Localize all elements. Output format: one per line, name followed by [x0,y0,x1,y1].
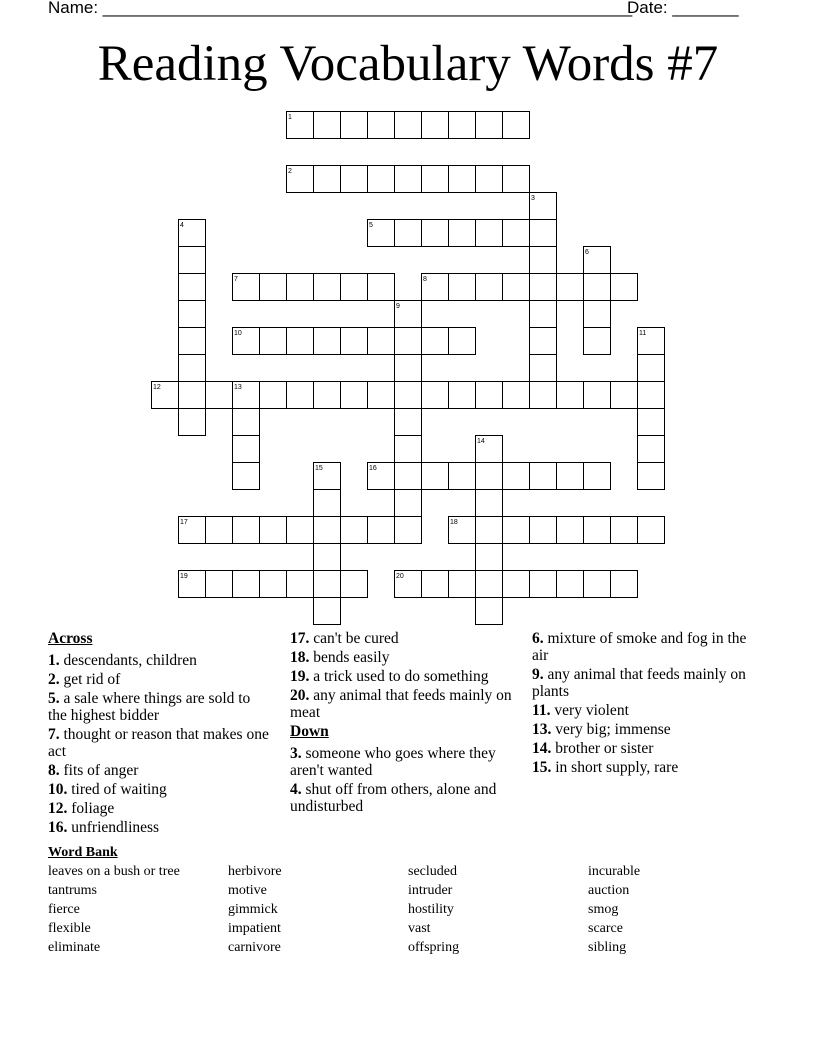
word-bank-item: offspring [408,940,460,955]
grid-cell[interactable] [341,112,368,139]
grid-cell[interactable] [341,571,368,598]
word-bank-item: fierce [48,902,80,917]
word-bank-item: auction [588,883,630,898]
grid-cell[interactable] [368,328,395,355]
grid-cell[interactable] [314,328,341,355]
grid-cell[interactable] [395,112,422,139]
grid-cell[interactable] [206,571,233,598]
grid-cell[interactable] [530,220,557,247]
grid-cell[interactable] [503,220,530,247]
grid-cell[interactable] [422,166,449,193]
grid-cell[interactable] [314,166,341,193]
grid-cell[interactable] [368,112,395,139]
grid-cell[interactable] [287,571,314,598]
grid-cell[interactable] [638,463,665,490]
grid-cell[interactable] [611,274,638,301]
clue-number-2: 2 [288,168,292,175]
grid-cell[interactable] [395,166,422,193]
grid-cell[interactable] [530,328,557,355]
clue-down-6: 6. mixture of smoke and fog in the air [532,630,747,664]
grid-cell[interactable] [449,112,476,139]
grid-cell[interactable] [260,274,287,301]
grid-cell[interactable] [422,112,449,139]
grid-cell[interactable] [179,355,206,382]
word-bank-item: scarce [588,921,623,936]
word-bank-item: herbivore [228,864,282,879]
grid-cell[interactable] [503,274,530,301]
clue-across-1: 1. descendants, children [48,652,197,669]
grid-cell[interactable] [287,517,314,544]
grid-cell[interactable] [449,463,476,490]
clue-number-6: 6 [585,249,589,256]
grid-cell[interactable] [557,382,584,409]
grid-cell[interactable] [314,544,341,571]
clue-number-13: 13 [234,384,242,391]
grid-cell[interactable] [476,517,503,544]
grid-cell[interactable] [206,517,233,544]
grid-cell[interactable] [557,463,584,490]
grid-cell[interactable] [584,328,611,355]
clue-across-8: 8. fits of anger [48,762,139,779]
word-bank-item: flexible [48,921,91,936]
grid-cell[interactable] [476,571,503,598]
clue-across-17: 17. can't be cured [290,630,399,647]
grid-cell[interactable] [233,517,260,544]
word-bank-item: sibling [588,940,627,955]
grid-cell[interactable] [530,517,557,544]
grid-cell[interactable] [233,463,260,490]
word-bank-item: impatient [228,921,281,936]
grid-cell[interactable] [530,301,557,328]
across-heading: Across [48,630,93,647]
word-bank-title: Word Bank [48,845,118,860]
grid-cell[interactable] [503,463,530,490]
grid-cell[interactable] [260,328,287,355]
grid-cell[interactable] [503,571,530,598]
grid-cell[interactable] [395,463,422,490]
grid-cell[interactable] [395,436,422,463]
clue-across-18: 18. bends easily [290,649,390,666]
clue-number-4: 4 [180,222,184,229]
clue-column-1 [48,630,273,838]
grid-cell[interactable] [368,382,395,409]
grid-cell[interactable] [638,355,665,382]
grid-cell[interactable] [395,328,422,355]
grid-cell[interactable] [314,382,341,409]
grid-cell[interactable] [422,328,449,355]
word-bank-item: tantrums [48,883,97,898]
clue-number-5: 5 [369,222,373,229]
grid-cell[interactable] [233,436,260,463]
grid-cell[interactable] [584,274,611,301]
word-bank-item: vast [408,921,431,936]
grid-cell[interactable] [260,382,287,409]
grid-cell[interactable] [314,112,341,139]
date-field-label: Date: _______ [627,0,739,17]
grid-cell[interactable] [503,517,530,544]
grid-cell[interactable] [422,382,449,409]
clue-number-1: 1 [288,114,292,121]
clue-number-16: 16 [369,465,377,472]
clue-across-12: 12. foliage [48,800,115,817]
grid-cell[interactable] [179,274,206,301]
grid-cell[interactable] [233,409,260,436]
clue-column-3 [532,630,757,778]
grid-cell[interactable] [341,517,368,544]
grid-cell[interactable] [449,571,476,598]
clue-across-7: 7. thought or reason that makes one act [48,726,269,760]
grid-cell[interactable] [260,571,287,598]
grid-cell[interactable] [530,382,557,409]
grid-cell[interactable] [557,571,584,598]
down-heading: Down [290,723,329,740]
clue-down-15: 15. in short supply, rare [532,759,679,776]
grid-cell[interactable] [260,517,287,544]
clue-number-3: 3 [531,195,535,202]
grid-cell[interactable] [179,301,206,328]
grid-cell[interactable] [476,166,503,193]
grid-cell[interactable] [449,220,476,247]
grid-cell[interactable] [314,517,341,544]
grid-cell[interactable] [611,571,638,598]
grid-cell[interactable] [422,220,449,247]
clue-across-2: 2. get rid of [48,671,121,688]
clue-number-7: 7 [234,276,238,283]
grid-cell[interactable] [341,382,368,409]
grid-cell[interactable] [179,247,206,274]
grid-cell[interactable] [422,571,449,598]
grid-cell[interactable] [233,571,260,598]
grid-cell[interactable] [314,571,341,598]
grid-cell[interactable] [179,382,206,409]
grid-cell[interactable] [287,382,314,409]
clue-across-16: 16. unfriendliness [48,819,160,836]
grid-cell[interactable] [287,274,314,301]
word-bank-item: motive [228,883,267,898]
grid-cell[interactable] [449,274,476,301]
clue-number-9: 9 [396,303,400,310]
grid-cell[interactable] [395,355,422,382]
grid-cell[interactable] [530,247,557,274]
grid-cell[interactable] [476,382,503,409]
grid-cell[interactable] [611,517,638,544]
grid-cell[interactable] [530,463,557,490]
clue-column-2 [290,630,518,817]
grid-cell[interactable] [395,517,422,544]
grid-cell[interactable] [638,382,665,409]
grid-cell[interactable] [368,274,395,301]
clue-down-11: 11. very violent [532,702,629,719]
grid-cell[interactable] [584,382,611,409]
grid-cell[interactable] [557,274,584,301]
grid-cell[interactable] [530,274,557,301]
grid-cell[interactable] [476,463,503,490]
clue-number-20: 20 [396,573,404,580]
clue-across-20: 20. any animal that feeds mainly on meat [290,687,512,721]
word-bank-item: eliminate [48,940,101,955]
word-bank-item: leaves on a bush or tree [48,864,180,879]
grid-cell[interactable] [476,274,503,301]
grid-cell[interactable] [476,112,503,139]
grid-cell[interactable] [395,220,422,247]
name-field-label: Name: ________________________________________________________ [48,0,633,17]
clue-number-17: 17 [180,519,188,526]
grid-cell[interactable] [503,382,530,409]
grid-cell[interactable] [638,436,665,463]
grid-cell[interactable] [611,382,638,409]
word-bank-item: hostility [408,902,454,917]
clue-number-8: 8 [423,276,427,283]
clue-across-5: 5. a sale where things are sold to the highest bidder [48,690,251,724]
grid-cell[interactable] [503,166,530,193]
clue-number-11: 11 [639,330,647,337]
grid-cell[interactable] [449,382,476,409]
grid-cell[interactable] [395,382,422,409]
grid-cell[interactable] [206,382,233,409]
clue-across-19: 19. a trick used to do something [290,668,489,685]
grid-cell[interactable] [287,328,314,355]
clue-number-14: 14 [477,438,485,445]
grid-cell[interactable] [584,463,611,490]
grid-cell[interactable] [476,544,503,571]
clue-number-19: 19 [180,573,188,580]
grid-cell[interactable] [341,328,368,355]
word-bank-item: gimmick [228,902,278,917]
word-bank-item: intruder [408,883,453,898]
grid-cell[interactable] [449,166,476,193]
grid-cell[interactable] [584,517,611,544]
clue-number-10: 10 [234,330,242,337]
grid-cell[interactable] [341,274,368,301]
grid-cell[interactable] [476,220,503,247]
clue-down-14: 14. brother or sister [532,740,654,757]
clue-down-3: 3. someone who goes where they aren't wanted [290,745,496,779]
grid-cell[interactable] [503,112,530,139]
grid-cell[interactable] [314,274,341,301]
word-bank-item: smog [588,902,619,917]
grid-cell[interactable] [530,571,557,598]
grid-cell[interactable] [395,409,422,436]
clue-number-12: 12 [153,384,161,391]
grid-cell[interactable] [476,490,503,517]
page-title: Reading Vocabulary Words #7 [97,36,719,92]
grid-cell[interactable] [449,328,476,355]
grid-cell[interactable] [179,328,206,355]
grid-cell[interactable] [368,166,395,193]
grid-cell[interactable] [314,490,341,517]
clue-down-9: 9. any animal that feeds mainly on plants [532,666,746,700]
grid-cell[interactable] [530,355,557,382]
grid-cell[interactable] [395,490,422,517]
grid-cell[interactable] [584,301,611,328]
clue-down-13: 13. very big; immense [532,721,671,738]
clue-number-15: 15 [315,465,323,472]
grid-cell[interactable] [341,166,368,193]
grid-cell[interactable] [638,517,665,544]
grid-cell[interactable] [179,409,206,436]
grid-cell[interactable] [557,517,584,544]
word-bank-item: carnivore [228,940,281,955]
grid-cell[interactable] [314,598,341,625]
grid-cell[interactable] [476,598,503,625]
clue-across-10: 10. tired of waiting [48,781,167,798]
clue-down-4: 4. shut off from others, alone and undisturbed [290,781,497,815]
grid-cell[interactable] [368,517,395,544]
grid-cell[interactable] [638,409,665,436]
grid-cell[interactable] [422,463,449,490]
word-bank-item: secluded [408,864,457,879]
grid-cell[interactable] [584,571,611,598]
word-bank-item: incurable [588,864,641,879]
clue-number-18: 18 [450,519,458,526]
